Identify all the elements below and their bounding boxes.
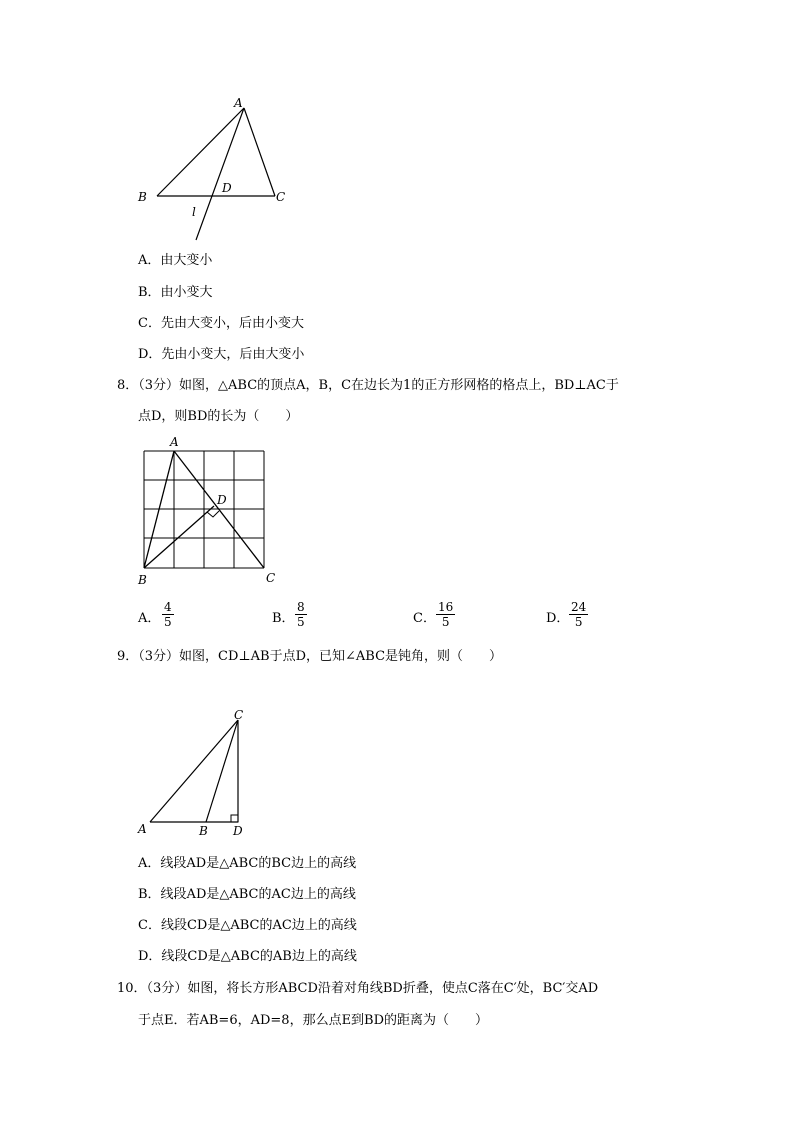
q7-option-b[interactable]: B．由小变大 <box>138 285 213 300</box>
q8-option-c-fraction: $\frac{16}{5}$ <box>438 600 454 629</box>
q8-grid-figure <box>134 432 284 590</box>
q8-option-c[interactable]: C． <box>413 611 436 626</box>
q7-option-d[interactable]: D．先由小变大，后由大变小 <box>138 347 305 362</box>
q9-option-d[interactable]: D．线段CD是△ABC的AB边上的高线 <box>138 949 357 964</box>
label-d: D <box>217 493 227 507</box>
q9-figure <box>130 700 270 845</box>
label-c: C <box>266 571 276 585</box>
line-l <box>196 108 244 240</box>
q8-option-a[interactable]: A． <box>138 611 161 626</box>
label-l: l <box>192 205 196 219</box>
q7-option-c[interactable]: C．先由大变小，后由小变大 <box>138 316 304 331</box>
label-d: D <box>222 181 232 195</box>
q9-option-c[interactable]: C．线段CD是△ABC的AC边上的高线 <box>138 918 357 933</box>
label-b: B <box>199 824 208 838</box>
label-a: A <box>234 96 243 110</box>
label-c: C <box>276 190 286 204</box>
right-angle-mark <box>231 815 238 822</box>
q8-option-b-fraction: $\frac{8}{5}$ <box>297 600 305 629</box>
grid <box>144 451 264 568</box>
label-d: D <box>233 824 243 838</box>
label-b: B <box>138 573 147 587</box>
q8-option-d-fraction: $\frac{24}{5}$ <box>571 600 587 629</box>
q8-stem-line1: 8．（3分）如图，△ABC的顶点A，B，C在边长为1的正方形网格的格点上，BD⊥AC于 <box>117 378 619 393</box>
q8-stem-line2: 点D，则BD的长为（ ） <box>138 409 299 424</box>
q9-stem: 9．（3分）如图，CD⊥AB于点D，已知∠ABC是钝角，则（ ） <box>117 649 503 664</box>
label-c: C <box>234 708 244 722</box>
q10-stem-line1: 10．（3分）如图，将长方形ABCD沿着对角线BD折叠，使点C落在C′处，BC′交AD <box>117 981 599 996</box>
q7-option-a[interactable]: A．由大变小 <box>138 253 213 268</box>
q8-option-d[interactable]: D． <box>546 611 570 626</box>
right-angle-mark <box>207 511 219 517</box>
q7-figure <box>130 90 300 250</box>
q8-option-b[interactable]: B． <box>272 611 295 626</box>
side-ac <box>244 108 275 196</box>
side-ac <box>150 720 238 822</box>
q9-option-a[interactable]: A．线段AD是△ABC的BC边上的高线 <box>138 856 357 871</box>
q9-option-b[interactable]: B．线段AD是△ABC的AC边上的高线 <box>138 887 356 902</box>
q8-option-a-fraction: $\frac{4}{5}$ <box>164 600 172 629</box>
label-a: A <box>170 435 179 449</box>
label-b: B <box>138 190 147 204</box>
side-bc <box>206 720 238 822</box>
label-a: A <box>138 822 147 836</box>
q10-stem-line2: 于点E．若AB=6，AD=8，那么点E到BD的距离为（ ） <box>138 1013 489 1028</box>
